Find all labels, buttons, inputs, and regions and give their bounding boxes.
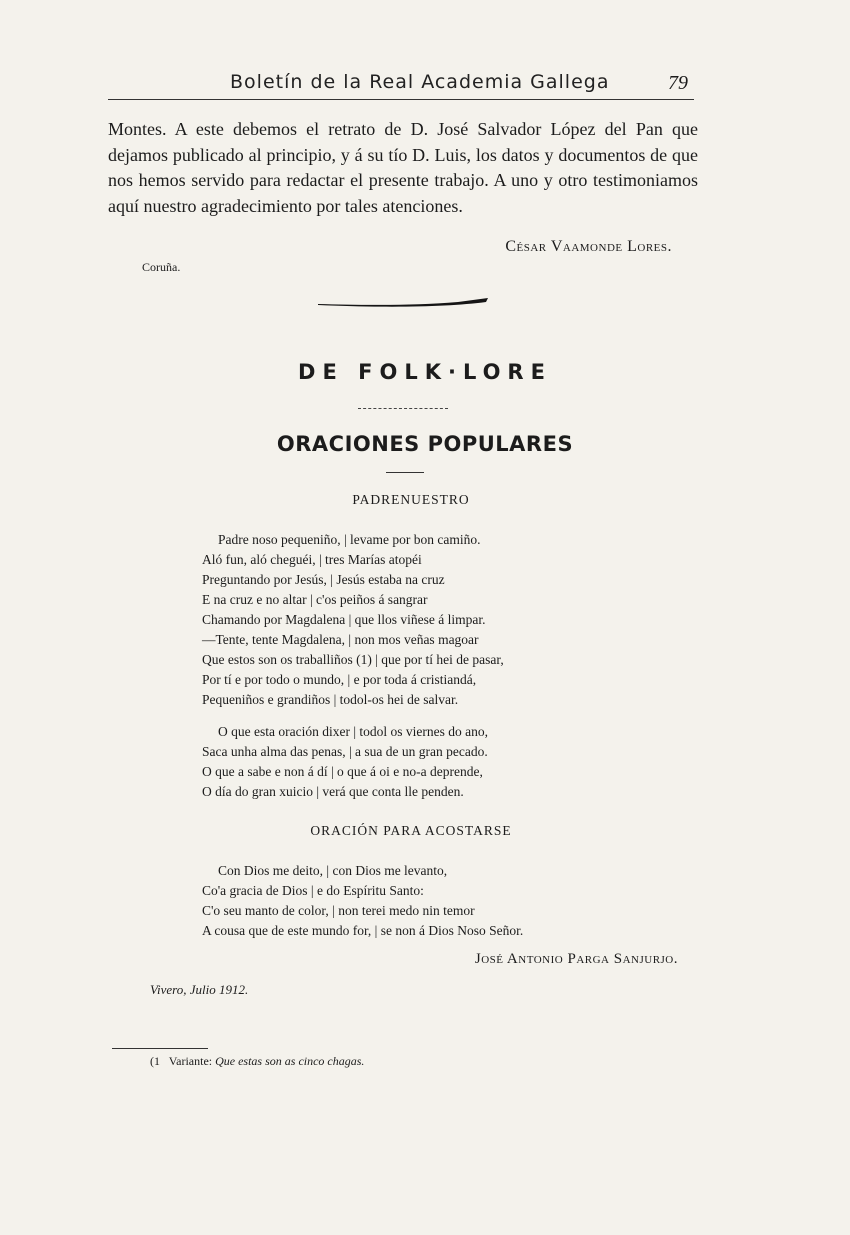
section-subtitle: ORACIONES POPULARES [276, 432, 574, 456]
verse-line: A cousa que de este mundo for, | se non á Dios Noso Señor. [202, 923, 524, 938]
dashed-rule [358, 408, 448, 409]
running-title: Boletín de la Real Academia Gallega [230, 71, 610, 93]
verse-line: Aló fun, aló cheguéi, | tres Marías atopéi [202, 552, 422, 567]
verse-line: Que estos son os traballiños (1) | que por tí hei de pasar, [202, 652, 504, 667]
verse-line: E na cruz e no altar | c'os peiños á sangrar [202, 592, 428, 607]
poem-title-padrenuestro: PADRENUESTRO [352, 492, 470, 507]
author-signature: José Antonio Parga Sanjurjo. [474, 951, 678, 967]
verse-line: C'o seu manto de color, | non terei medo nin temor [202, 903, 475, 918]
verse-line: Pequeniños e grandiños | todol-os hei de salvar. [202, 692, 459, 707]
verse-line: O día do gran xuicio | verá que conta lle penden. [202, 784, 464, 799]
verse-line: Co'a gracia de Dios | e do Espíritu Santo: [202, 883, 424, 898]
short-rule [386, 472, 424, 473]
poem-stanza-3 [202, 861, 602, 941]
poem-stanza-1 [202, 530, 602, 710]
footnote-text: Que estas son as cinco chagas. [215, 1054, 365, 1068]
verse-line: O que esta oración dixer | todol os viernes do ano, [218, 724, 489, 739]
verse-line: Por tí e por todo o mundo, | e por toda á cristiandá, [202, 672, 477, 687]
author-signature: César Vaamonde Lores. [505, 238, 672, 255]
closing-paragraph: Montes. A este debemos el retrato de D. José Salvador López del Pan que dejamos publicado al principio, y á su tío D. Luis, los datos y documentos de que nos hemos servido para redactar el presente trabajo. A uno y otro testimoniamos aquí nuestro agradecimiento por tales atenciones. [108, 119, 698, 216]
section-title: DE FOLK·LORE [298, 360, 552, 384]
poem-title-oracion: ORACIÓN PARA ACOSTARSE [310, 823, 512, 838]
footnote-marker: (1 [150, 1054, 160, 1068]
verse-line: Con Dios me deito, | con Dios me levanto, [218, 863, 448, 878]
verse-line: Saca unha alma das penas, | a sua de un gran pecado. [202, 744, 488, 759]
place-date-line: Vivero, Julio 1912. [150, 982, 249, 997]
running-header [108, 70, 694, 100]
section-ornament-rule [318, 296, 490, 312]
verse-line: Preguntando por Jesús, | Jesús estaba na cruz [202, 572, 445, 587]
poem-stanza-2 [202, 722, 602, 802]
place-line: Coruña. [142, 260, 181, 274]
footnote [150, 1054, 364, 1069]
header-rule [108, 99, 694, 100]
verse-line: —Tente, tente Magdalena, | non mos veñas magoar [202, 632, 479, 647]
verse-line: Padre noso pequeniño, | levame por bon camiño. [218, 532, 481, 547]
footnote-rule [112, 1048, 208, 1049]
footnote-label: Variante: [168, 1054, 213, 1068]
verse-line: Chamando por Magdalena | que llos viñese á limpar. [202, 612, 486, 627]
page-number: 79 [668, 72, 688, 94]
verse-line: O que a sabe e non á dí | o que á oi e no-a deprende, [202, 764, 483, 779]
